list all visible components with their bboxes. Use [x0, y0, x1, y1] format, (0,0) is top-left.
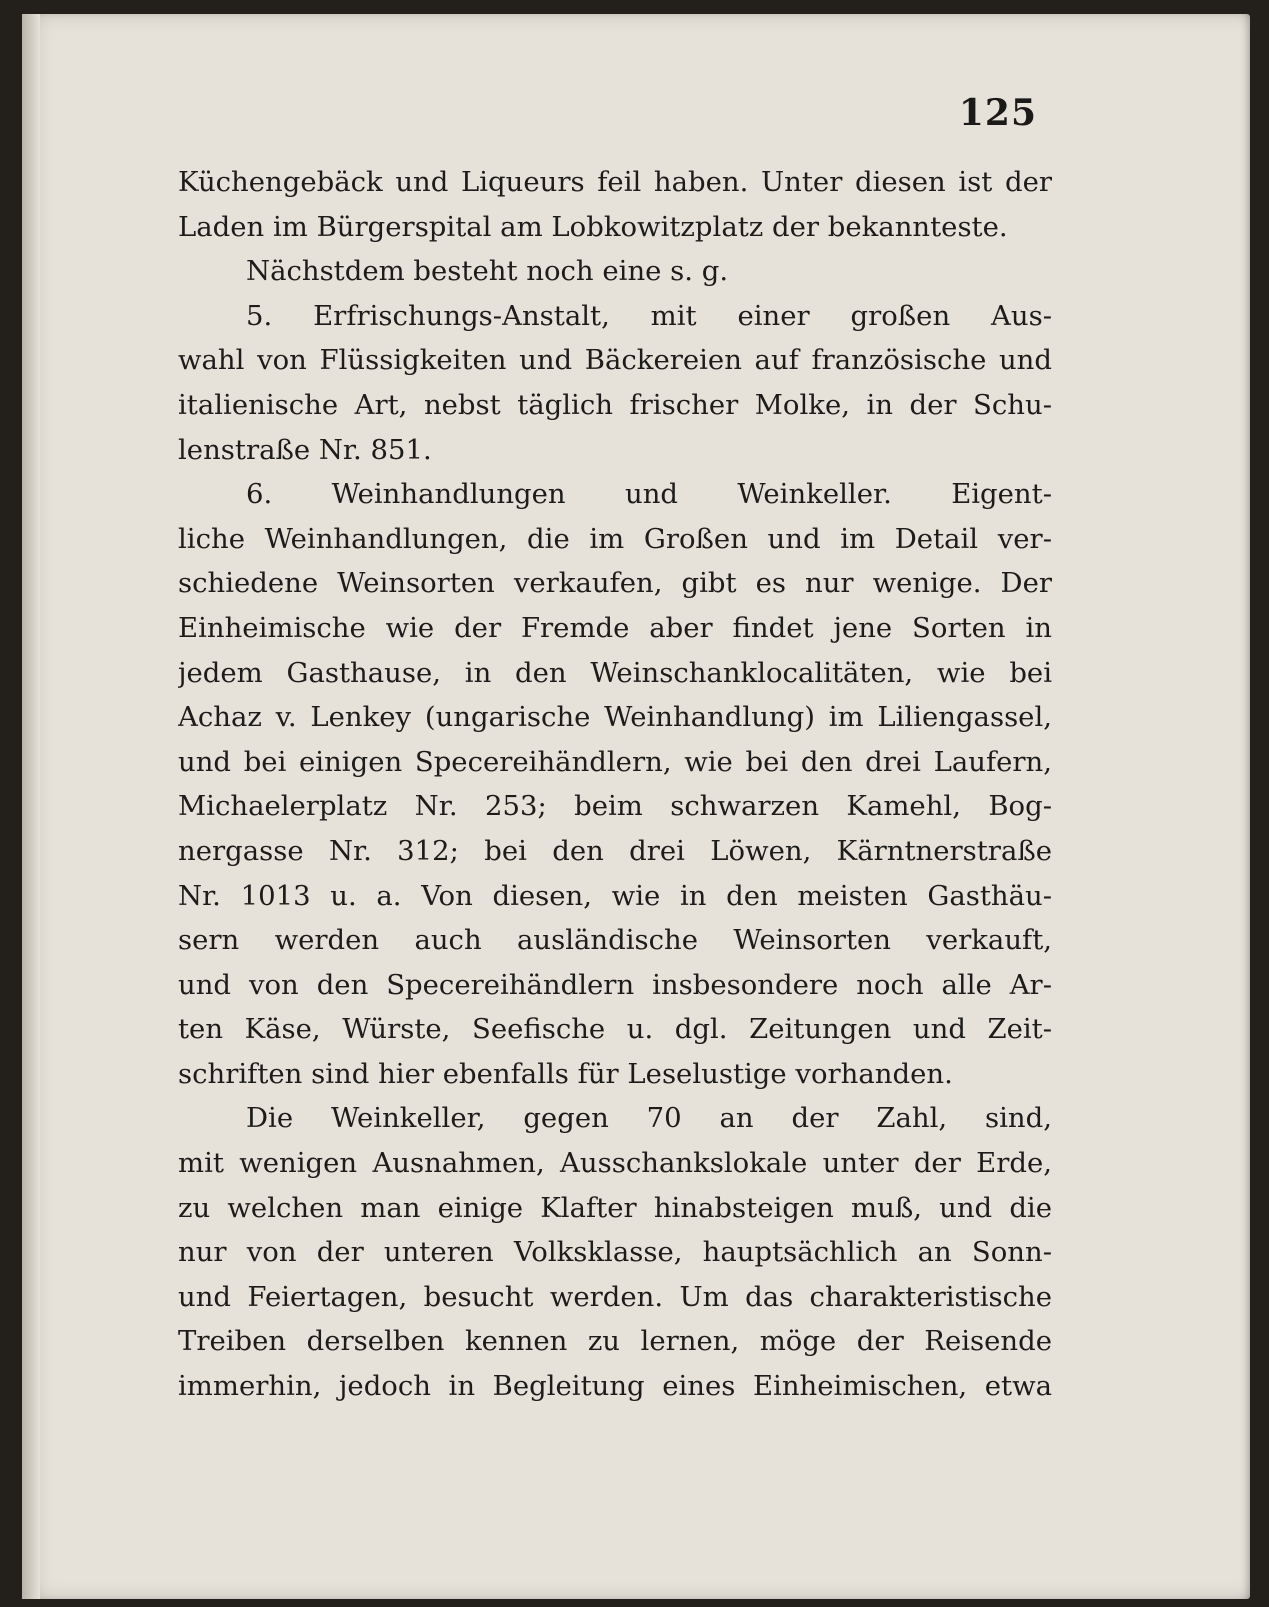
text-line: Nr. 1013 u. a. Von diesen, wie in den meisten Gasthäu-	[178, 879, 1052, 912]
text-line: Die Weinkeller, gegen 70 an der Zahl, sind,	[246, 1102, 1052, 1135]
text-line: liche Weinhandlungen, die im Großen und im Detail ver-	[178, 522, 1052, 555]
text-line: ten Käse, Würste, Seefische u. dgl. Zeitungen und Zeit-	[178, 1013, 1052, 1046]
text-line: jedem Gasthause, in den Weinschanklocalitäten, wie bei	[178, 656, 1052, 689]
text-line: sern werden auch ausländische Weinsorten verkauft,	[178, 924, 1052, 957]
body-text	[178, 160, 1052, 1409]
text-line: 5. Erfrischungs-Anstalt, mit einer großen Aus-	[246, 299, 1052, 332]
text-line: nur von der unteren Volksklasse, hauptsächlich an Sonn-	[178, 1236, 1052, 1269]
text-line: und von den Specereihändlern insbesondere noch alle Ar-	[178, 968, 1052, 1001]
text-line: Küchengebäck und Liqueurs feil haben. Unter diesen ist der	[178, 166, 1052, 198]
page-number: 125	[958, 92, 1037, 134]
text-line: und bei einigen Specereihändlern, wie bei den drei Laufern,	[178, 745, 1052, 778]
text-line: lenstraße Nr. 851.	[178, 433, 432, 466]
text-line: immerhin, jedoch in Begleitung eines Einheimischen, etwa	[178, 1370, 1052, 1403]
text-line: Treiben derselben kennen zu lernen, möge der Reisende	[178, 1325, 1052, 1358]
text-line: schriften sind hier ebenfalls für Leselustige vorhanden.	[178, 1057, 953, 1090]
text-line: wahl von Flüssigkeiten und Bäckereien auf französische und	[178, 344, 1052, 377]
text-line: mit wenigen Ausnahmen, Ausschankslokale unter der Erde,	[178, 1147, 1052, 1180]
text-line: zu welchen man einige Klafter hinabsteigen muß, und die	[178, 1191, 1052, 1224]
text-line: Laden im Bürgerspital am Lobkowitzplatz der bekannteste.	[178, 210, 1008, 243]
text-line: Einheimische wie der Fremde aber findet jene Sorten in	[178, 611, 1052, 644]
text-line: Achaz v. Lenkey (ungarische Weinhandlung) im Liliengassel,	[178, 701, 1052, 734]
text-line: Nächstdem besteht noch eine s. g.	[246, 255, 729, 288]
text-line: italienische Art, nebst täglich frischer Molke, in der Schu-	[178, 388, 1052, 421]
page-gutter-shadow	[22, 14, 40, 1599]
text-line: Michaelerplatz Nr. 253; beim schwarzen Kamehl, Bog-	[178, 790, 1052, 823]
text-line: und Feiertagen, besucht werden. Um das charakteristische	[178, 1280, 1052, 1313]
text-line: nergasse Nr. 312; bei den drei Löwen, Kärntnerstraße	[178, 834, 1052, 867]
text-line: 6. Weinhandlungen und Weinkeller. Eigent-	[246, 478, 1052, 511]
text-line: schiedene Weinsorten verkaufen, gibt es nur wenige. Der	[178, 567, 1052, 600]
